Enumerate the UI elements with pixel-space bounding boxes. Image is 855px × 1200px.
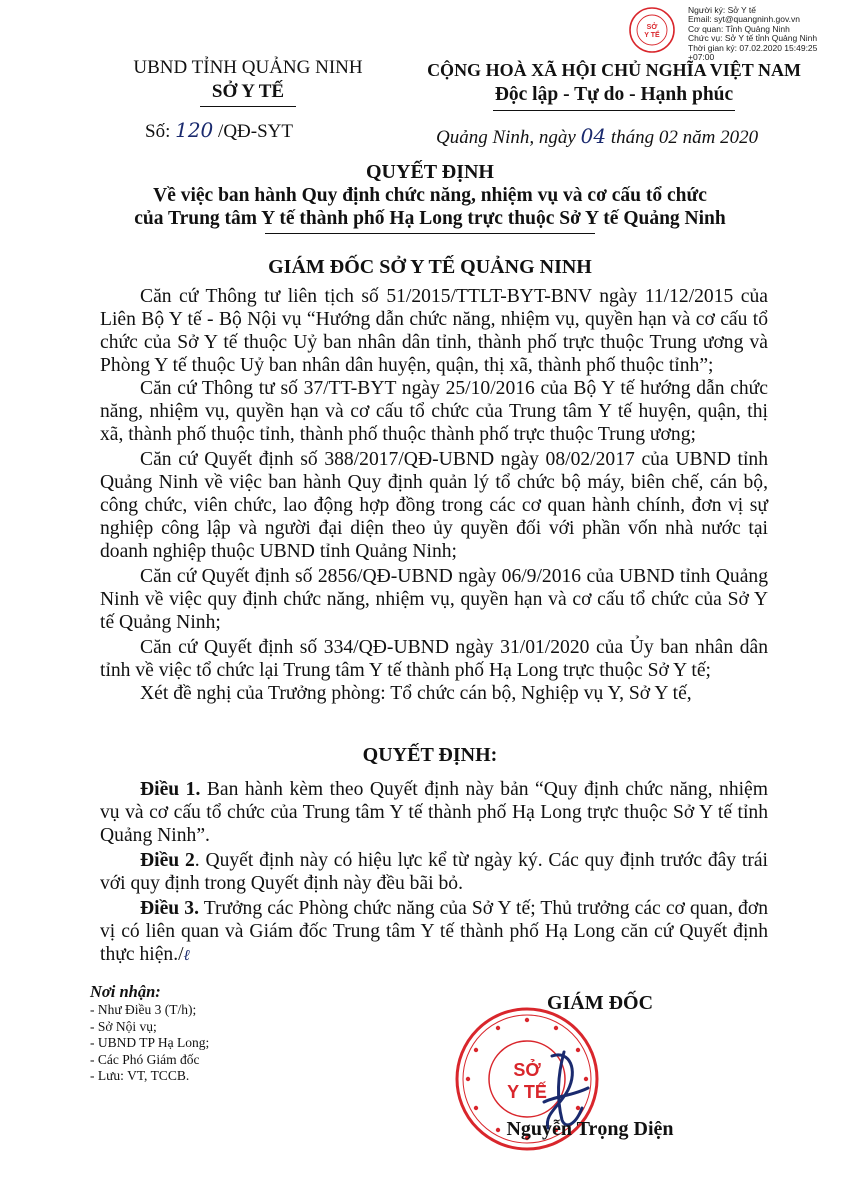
docnum-suffix: /QĐ-SYT <box>218 121 293 142</box>
articles <box>100 778 768 969</box>
authority-dept: SỞ Y TẾ <box>211 81 285 102</box>
nation-name: CỘNG HOÀ XÃ HỘI CHỦ NGHĨA VIỆT NAM <box>427 60 801 80</box>
title-underline <box>265 233 595 234</box>
preamble-item: Căn cứ Quyết định số 334/QĐ-UBND ngày 31/01/2020 của Ủy ban nhân dân tỉnh về việc tổ chức lại Trung tâm Y tế thành phố Hạ Long trực thuộc Sở Y tế; <box>100 637 768 681</box>
digital-signature-stamp <box>628 6 676 54</box>
dept-underline <box>200 106 296 107</box>
issue-date <box>436 124 758 149</box>
date-prefix: Quảng Ninh, ngày <box>436 127 576 148</box>
article-label: Điều 3. <box>140 898 199 919</box>
docnum-value: 120 <box>175 118 214 142</box>
sig-time: Thời gian ký: 07.02.2020 15:49:25 <box>688 42 818 53</box>
seal-line-1: SỞ <box>513 1060 541 1080</box>
nation-motto: Độc lập - Tự do - Hạnh phúc <box>494 84 734 105</box>
handwritten-signature <box>544 1052 588 1128</box>
digital-signature-info <box>688 6 853 62</box>
stamp-line-2: Y TẾ <box>644 32 660 39</box>
preamble-item: Căn cứ Quyết định số 2856/QĐ-UBND ngày 06/9/2016 của UBND tỉnh Quảng Ninh về việc quy định chức năng, nhiệm vụ, quyền hạn và cơ cấu tổ chức của Sở Y tế Quảng Ninh; <box>100 566 768 633</box>
article-1 <box>100 778 768 847</box>
preamble-item: Căn cứ Quyết định số 388/2017/QĐ-UBND ngày 08/02/2017 của UBND tỉnh Quảng Ninh về việc ban hành Quy định quản lý tổ chức bộ máy, biên chế, cán bộ, công chức, viên chức, lao động hợp đồng trong các cơ quan hành chính, đơn vị sự nghiệp công lập và người đại diện theo ủy quyền đối với phần vốn nhà nước tại doanh nghiệp thuộc UBND tỉnh Quảng Ninh; <box>100 449 768 562</box>
article-3 <box>100 897 768 967</box>
national-header <box>404 58 824 111</box>
authority-org: UBND TỈNH QUẢNG NINH <box>133 57 363 78</box>
recipients-heading: Nơi nhận: <box>90 982 161 1001</box>
title-subject-1: Về việc ban hành Quy định chức năng, nhiệm vụ và cơ cấu tổ chức <box>153 185 707 206</box>
recipient-item: - Như Điều 3 (T/h); <box>90 1002 197 1017</box>
seal-line-2: Y TẾ <box>507 1082 547 1102</box>
docnum-prefix: Số: <box>145 121 171 142</box>
article-2 <box>100 849 768 895</box>
article-label: Điều 1. <box>140 779 201 800</box>
signer-name: Nguyễn Trọng Diện <box>506 1118 674 1140</box>
recipient-item: - Sở Nội vụ; <box>90 1018 157 1034</box>
preamble-item: Căn cứ Thông tư liên tịch số 51/2015/TTLT-BYT-BNV ngày 11/12/2015 của Liên Bộ Y tế - Bộ Nội vụ “Hướng dẫn chức năng, nhiệm vụ, quyền hạn và cơ cấu tổ chức của Sở Y tế thuộc Uỷ ban nhân dân tỉnh, thành phố trực thuộc Trung ương và Phòng Y tế thuộc Uỷ ban nhân dân huyện, quận, thị xã, thành phố thuộc tỉnh”; <box>100 286 768 376</box>
sig-timezone: +07:00 <box>688 52 715 63</box>
motto-underline <box>493 110 735 111</box>
initial-mark: ℓ <box>183 946 190 964</box>
director-heading: GIÁM ĐỐC SỞ Y TẾ QUẢNG NINH <box>268 256 592 278</box>
document-number <box>145 118 293 143</box>
article-text: . Quyết định này có hiệu lực kể từ ngày ký. Các quy định trước đây trái với quy định trong Quyết định này đều bãi bỏ. <box>100 850 768 894</box>
signer-title: GIÁM ĐỐC <box>546 992 654 1014</box>
recipient-item: - UBND TP Hạ Long; <box>90 1035 210 1050</box>
preamble-item: Căn cứ Thông tư số 37/TT-BYT ngày 25/10/2016 của Bộ Y tế hướng dẫn chức năng, nhiệm vụ, quyền hạn và cơ cấu tổ chức của Trung tâm Y tế huyện, quận, thị xã, thành phố thuộc tỉnh, thành phố thuộc thành phố trực thuộc Trung ương; <box>100 378 768 445</box>
date-suffix: tháng 02 năm 2020 <box>610 127 759 148</box>
preamble-item: Xét đề nghị của Trưởng phòng: Tổ chức cán bộ, Nghiệp vụ Y, Sở Y tế, <box>140 683 692 704</box>
recipient-item: - Lưu: VT, TCCB. <box>90 1068 190 1083</box>
sig-position: Chức vụ: Sở Y tế tỉnh Quảng Ninh <box>688 33 818 44</box>
sig-signer: Người ký: Sở Y tế <box>688 5 757 15</box>
document-title <box>60 160 800 234</box>
title-type: QUYẾT ĐỊNH <box>366 161 494 183</box>
issuing-authority <box>118 56 378 107</box>
title-subject-2: của Trung tâm Y tế thành phố Hạ Long trực thuộc Sở Y tế Quảng Ninh <box>134 208 726 229</box>
article-text: Ban hành kèm theo Quyết định này bản “Quy định chức năng, nhiệm vụ và cơ cấu tổ chức của Trung tâm Y tế thành phố Hạ Long trực thuộc Sở Y tế tỉnh Quảng Ninh”. <box>100 779 768 846</box>
decision-heading: QUYẾT ĐỊNH: <box>362 744 498 766</box>
sig-agency: Cơ quan: Tỉnh Quảng Ninh <box>688 23 790 34</box>
preamble <box>100 285 768 705</box>
recipient-item: - Các Phó Giám đốc <box>90 1051 200 1067</box>
stamp-line-1: SỞ <box>646 24 658 31</box>
sig-email[interactable]: Email: syt@quangninh.gov.vn <box>688 14 800 25</box>
article-text: Trưởng các Phòng chức năng của Sở Y tế; Thủ trưởng các cơ quan, đơn vị có liên quan và Giám đốc Trung tâm Y tế thành phố Hạ Long căn cứ Quyết định thực hiện./ <box>100 898 769 965</box>
date-day: 04 <box>580 124 607 148</box>
article-label: Điều 2 <box>140 850 195 871</box>
recipients-list <box>90 982 350 1085</box>
